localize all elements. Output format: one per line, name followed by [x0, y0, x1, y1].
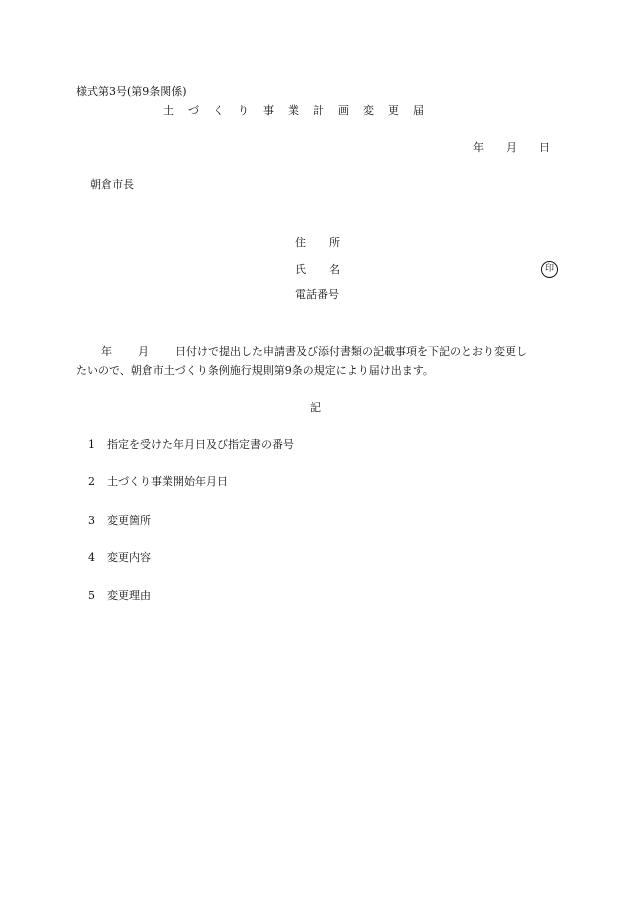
body-text-rest: 日付けで提出した申請書及び添付書類の記載事項を下記のとおり変更し [175, 345, 527, 358]
item-number: 2 [88, 475, 95, 488]
item-number: 5 [88, 589, 95, 602]
item-number: 4 [88, 551, 95, 564]
addressee: 朝倉市長 [90, 178, 134, 191]
form-number: 様式第3号(第9条関係) [76, 85, 187, 98]
address-label-char-2: 所 [329, 236, 340, 249]
list-item [88, 438, 294, 452]
item-label: 変更理由 [107, 589, 151, 602]
list-item [88, 551, 151, 565]
document-title: 土づくり事業計画変更届 [163, 104, 438, 117]
address-label-char-1: 住 [295, 236, 306, 249]
list-item [88, 475, 228, 489]
body-text-line-1 [101, 345, 527, 359]
body-year-label: 年 [101, 345, 112, 358]
list-item [88, 589, 151, 603]
name-label-char-1: 氏 [295, 263, 306, 276]
applicant-address-label [295, 236, 340, 250]
item-label: 変更内容 [107, 551, 151, 564]
date-year-label: 年 [473, 141, 484, 154]
date-day-label: 日 [539, 141, 550, 154]
item-label: 土づくり事業開始年月日 [107, 475, 228, 488]
item-number: 1 [88, 438, 95, 451]
item-label: 変更箇所 [107, 514, 151, 527]
ki-heading: 記 [310, 401, 321, 414]
body-text-line-2: たいので、朝倉市土づくり条例施行規則第9条の規定により届け出ます。 [76, 364, 434, 377]
date-month-label: 月 [506, 141, 517, 154]
item-number: 3 [88, 514, 95, 527]
seal-mark: 印 [541, 261, 558, 278]
name-label-char-2: 名 [329, 263, 340, 276]
applicant-phone-label: 電話番号 [295, 288, 339, 301]
applicant-name-label [295, 263, 340, 277]
date-line [473, 141, 550, 155]
item-label: 指定を受けた年月日及び指定書の番号 [107, 438, 294, 451]
body-month-label: 月 [138, 345, 149, 358]
list-item [88, 514, 151, 528]
